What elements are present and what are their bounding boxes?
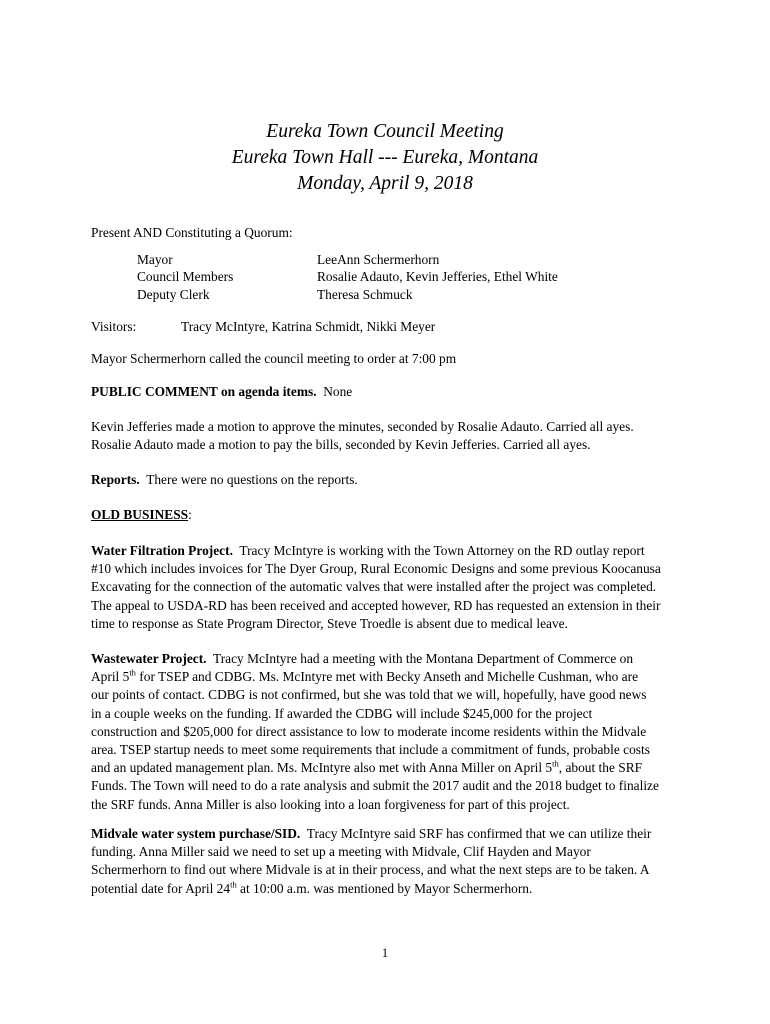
ordinal-suffix: th — [129, 667, 136, 678]
wastewater-paragraph — [91, 650, 691, 814]
reports — [91, 471, 691, 489]
old-business-heading — [91, 506, 691, 524]
attendee-role: Deputy Clerk — [137, 287, 210, 302]
attendee-names: LeeAnn Schermerhorn — [317, 252, 440, 267]
water-filtration-line: The appeal to USDA-RD has been received and accepted however, RD has requested an extension in their — [91, 597, 661, 613]
wastewater-line: for TSEP and CDBG. Ms. McIntyre met with Becky Anseth and Michelle Cushman, who are — [135, 669, 639, 685]
wastewater-line: our points of contact. CDBG is not confirmed, but she was told that we will, hopefully, have good news — [91, 687, 647, 703]
wastewater-line: and an updated management plan. Ms. McIntyre also met with Anna Miller on April 5 — [91, 760, 553, 776]
old-business-colon: : — [188, 507, 192, 522]
public-comment — [91, 383, 691, 401]
water-filtration-line: Tracy McIntyre is working with the Town Attorney on the RD outlay report — [239, 543, 645, 558]
water-filtration-paragraph — [91, 542, 691, 633]
public-comment-text: None — [323, 384, 353, 399]
wastewater-line: April 5 — [91, 669, 130, 685]
ordinal-suffix: th — [230, 879, 237, 890]
midvale-line: at 10:00 a.m. was mentioned by Mayor Schermerhorn. — [236, 880, 533, 896]
meeting-date: Monday, April 9, 2018 — [297, 173, 473, 194]
midvale-heading: Midvale water system purchase/SID. — [91, 826, 301, 841]
midvale-line: funding. Anna Miller said we need to set up a meeting with Midvale, Clif Hayden and Mayor — [91, 844, 591, 860]
midvale-line: Tracy McIntyre said SRF has confirmed that we can utilize their — [306, 826, 652, 841]
wastewater-line: area. TSEP startup needs to meet some requirements that include a commitment of funds, probable costs — [91, 742, 650, 758]
midvale-line: Schermerhorn to find out where Midvale is at in their process, and what the next steps are to be taken. A — [91, 862, 650, 878]
meeting-location: Eureka Town Hall --- Eureka, Montana — [231, 147, 539, 168]
quorum-heading: Present AND Constituting a Quorum: — [91, 225, 293, 240]
wastewater-heading: Wastewater Project. — [91, 651, 207, 666]
attendee-names: Theresa Schmuck — [317, 287, 413, 302]
old-business-title: OLD BUSINESS — [91, 507, 189, 522]
midvale-paragraph — [91, 825, 691, 898]
ordinal-suffix: th — [552, 758, 559, 769]
midvale-line: potential date for April 24 — [91, 880, 231, 896]
water-filtration-line: #10 which includes invoices for The Dyer Group, Rural Economic Designs and some previous Koocanusa — [91, 561, 661, 577]
reports-text: There were no questions on the reports. — [146, 472, 358, 487]
motion-bills: Rosalie Adauto made a motion to pay the bills, seconded by Kevin Jefferies. Carried all ayes. — [91, 437, 591, 452]
motion-minutes: Kevin Jefferies made a motion to approve the minutes, seconded by Rosalie Adauto. Carried all ayes. — [91, 419, 634, 434]
call-to-order: Mayor Schermerhorn called the council meeting to order at 7:00 pm — [91, 351, 457, 366]
attendee-role: Mayor — [137, 252, 173, 267]
page-number: 1 — [381, 946, 389, 960]
attendee-role: Council Members — [137, 269, 234, 284]
public-comment-heading: PUBLIC COMMENT on agenda items. — [91, 384, 317, 399]
reports-heading: Reports. — [91, 472, 140, 487]
visitors-label: Visitors: — [91, 319, 137, 334]
water-filtration-line: time to response as State Program Director, Steve Troedle is absent due to medical leave. — [91, 615, 568, 631]
wastewater-line: Tracy McIntyre had a meeting with the Montana Department of Commerce on — [212, 651, 634, 666]
water-filtration-heading: Water Filtration Project. — [91, 543, 233, 558]
visitors-names: Tracy McIntyre, Katrina Schmidt, Nikki Meyer — [181, 319, 436, 334]
wastewater-line: , about the SRF — [558, 760, 643, 776]
attendee-names: Rosalie Adauto, Kevin Jefferies, Ethel White — [317, 269, 558, 284]
wastewater-line: Funds. The Town will need to do a rate analysis and submit the 2017 audit and the 2018 budget to finalize — [91, 778, 659, 794]
meeting-title: Eureka Town Council Meeting — [266, 121, 504, 142]
wastewater-line: the SRF funds. Anna Miller is also looking into a loan forgiveness for part of this project. — [91, 796, 570, 812]
wastewater-line: construction and $205,000 for direct assistance to low to moderate income residents within the Midvale — [91, 723, 647, 739]
wastewater-line: in a couple weeks on the funding. If awarded the CDBG will include $245,000 for the project — [91, 705, 593, 721]
water-filtration-line: Excavating for the connection of the automatic valves that were installed after the project was completed. — [91, 579, 657, 595]
